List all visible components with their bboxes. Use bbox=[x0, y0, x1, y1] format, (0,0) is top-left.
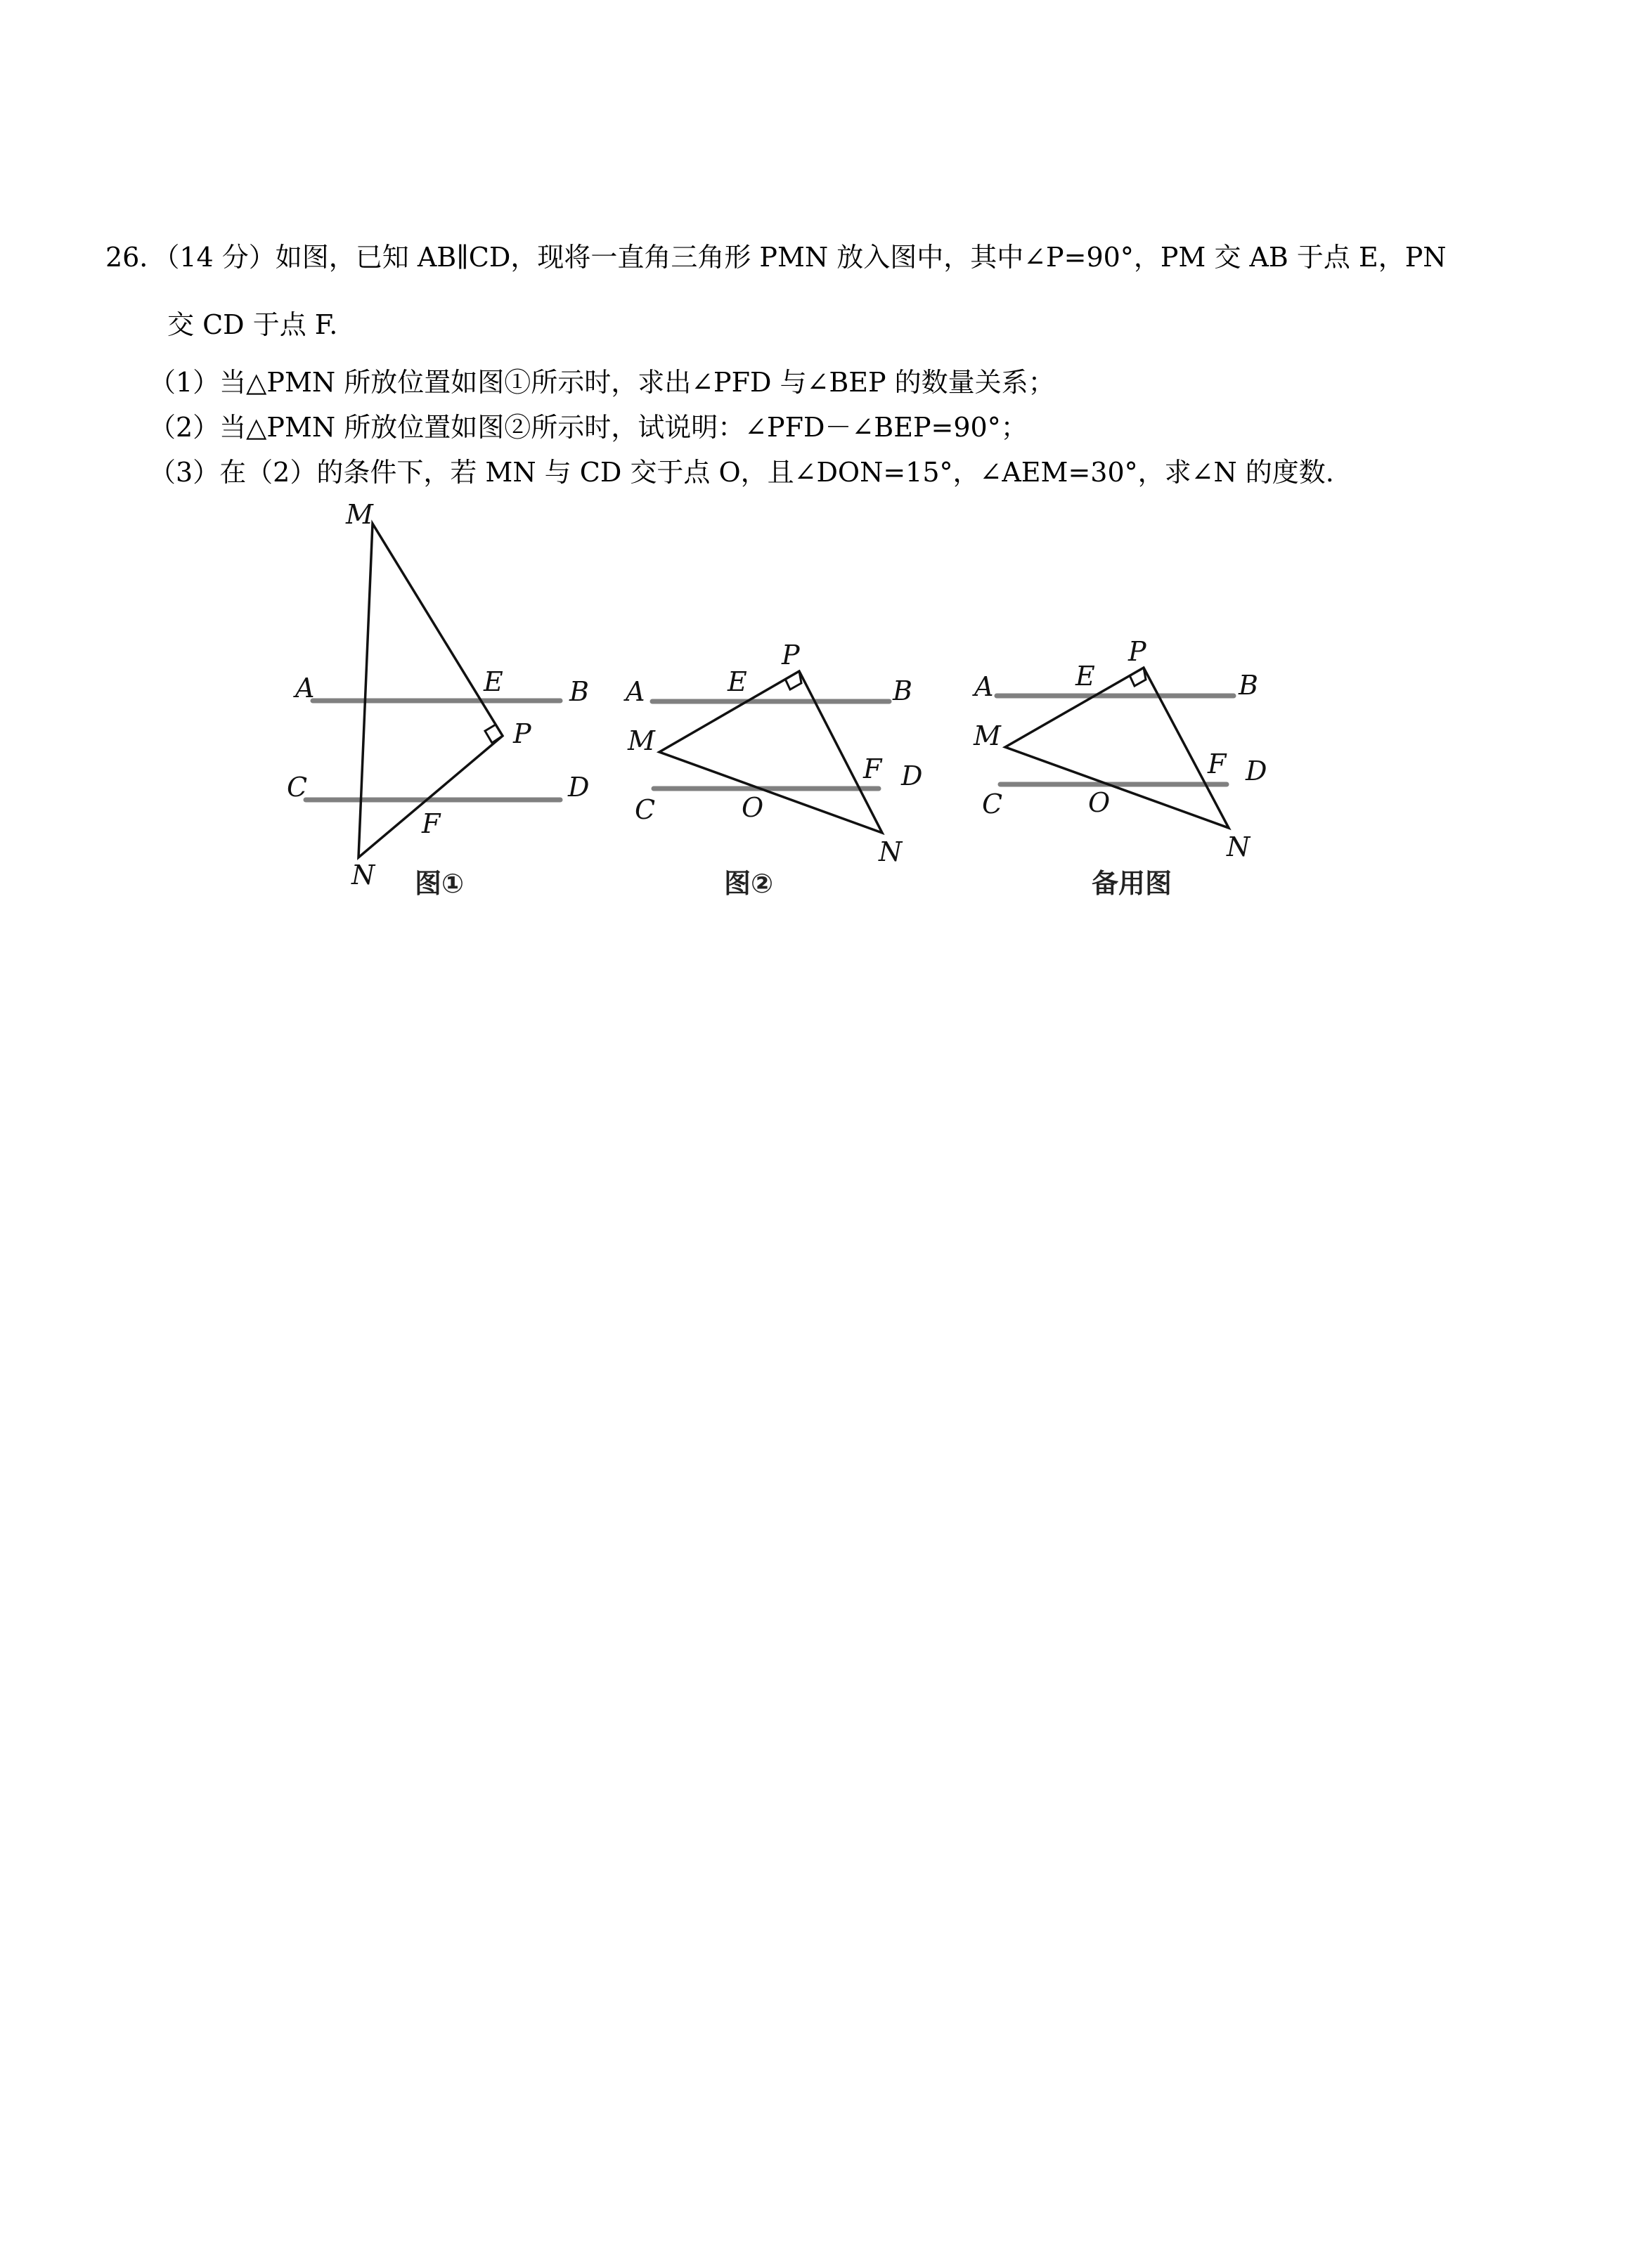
fig2-caption: 图② bbox=[724, 868, 774, 899]
fig3-label-o: O bbox=[1088, 787, 1111, 818]
fig1-label-f: F bbox=[422, 808, 441, 839]
fig3-caption: 备用图 bbox=[1092, 868, 1172, 899]
fig3-label-e: E bbox=[1075, 661, 1095, 692]
fig3-label-b: B bbox=[1239, 670, 1258, 701]
question-stem-line-1: 26．（14 分）如图，已知 AB∥CD，现将一直角三角形 PMN 放入图中，其中∠P=90°，PM 交 AB 于点 E，PN bbox=[105, 242, 1447, 273]
geometry-figures bbox=[0, 0, 1635, 928]
fig1-label-c: C bbox=[287, 772, 308, 803]
fig2-label-d: D bbox=[901, 760, 923, 791]
fig2-triangle-pmn bbox=[659, 671, 882, 833]
figure-1 bbox=[287, 499, 589, 899]
fig2-label-o: O bbox=[742, 792, 764, 823]
fig1-label-m: M bbox=[346, 499, 373, 530]
fig3-label-c: C bbox=[982, 789, 1003, 819]
question-part-2: （2）当△PMN 所放位置如图②所示时，试说明：∠PFD－∠BEP=90°； bbox=[149, 412, 1028, 443]
figure-3 bbox=[972, 636, 1267, 899]
fig1-label-p: P bbox=[513, 718, 531, 749]
fig2-label-m: M bbox=[628, 725, 655, 756]
fig1-label-a: A bbox=[295, 673, 315, 704]
question-stem-line-2: 交 CD 于点 F. bbox=[167, 309, 338, 340]
fig1-label-b: B bbox=[569, 676, 589, 707]
fig2-label-p: P bbox=[782, 640, 800, 670]
fig3-label-d: D bbox=[1246, 756, 1267, 786]
fig3-label-n: N bbox=[1227, 831, 1251, 862]
fig2-label-c: C bbox=[635, 794, 656, 825]
fig3-label-p: P bbox=[1128, 636, 1146, 667]
fig2-label-f: F bbox=[863, 753, 882, 784]
fig1-label-d: D bbox=[568, 772, 590, 803]
fig1-caption: 图① bbox=[415, 868, 465, 899]
fig3-triangle-pmn bbox=[1005, 668, 1229, 828]
question-part-3: （3）在（2）的条件下，若 MN 与 CD 交于点 O，且∠DON=15°，∠AEM=30°，求∠N 的度数. bbox=[149, 457, 1334, 488]
fig1-triangle-pmn bbox=[358, 524, 503, 857]
fig3-label-f: F bbox=[1208, 749, 1227, 779]
fig2-label-a: A bbox=[626, 676, 645, 707]
fig1-label-n: N bbox=[351, 860, 375, 890]
question-part-1: （1）当△PMN 所放位置如图①所示时，求出∠PFD 与∠BEP 的数量关系； bbox=[149, 367, 1055, 398]
fig2-label-n: N bbox=[879, 836, 903, 867]
figure-2 bbox=[623, 640, 922, 899]
fig1-label-e: E bbox=[484, 666, 503, 697]
fig3-label-m: M bbox=[974, 720, 1001, 751]
fig2-label-b: B bbox=[893, 675, 912, 706]
fig3-label-a: A bbox=[974, 671, 994, 702]
fig2-label-e: E bbox=[728, 666, 747, 697]
